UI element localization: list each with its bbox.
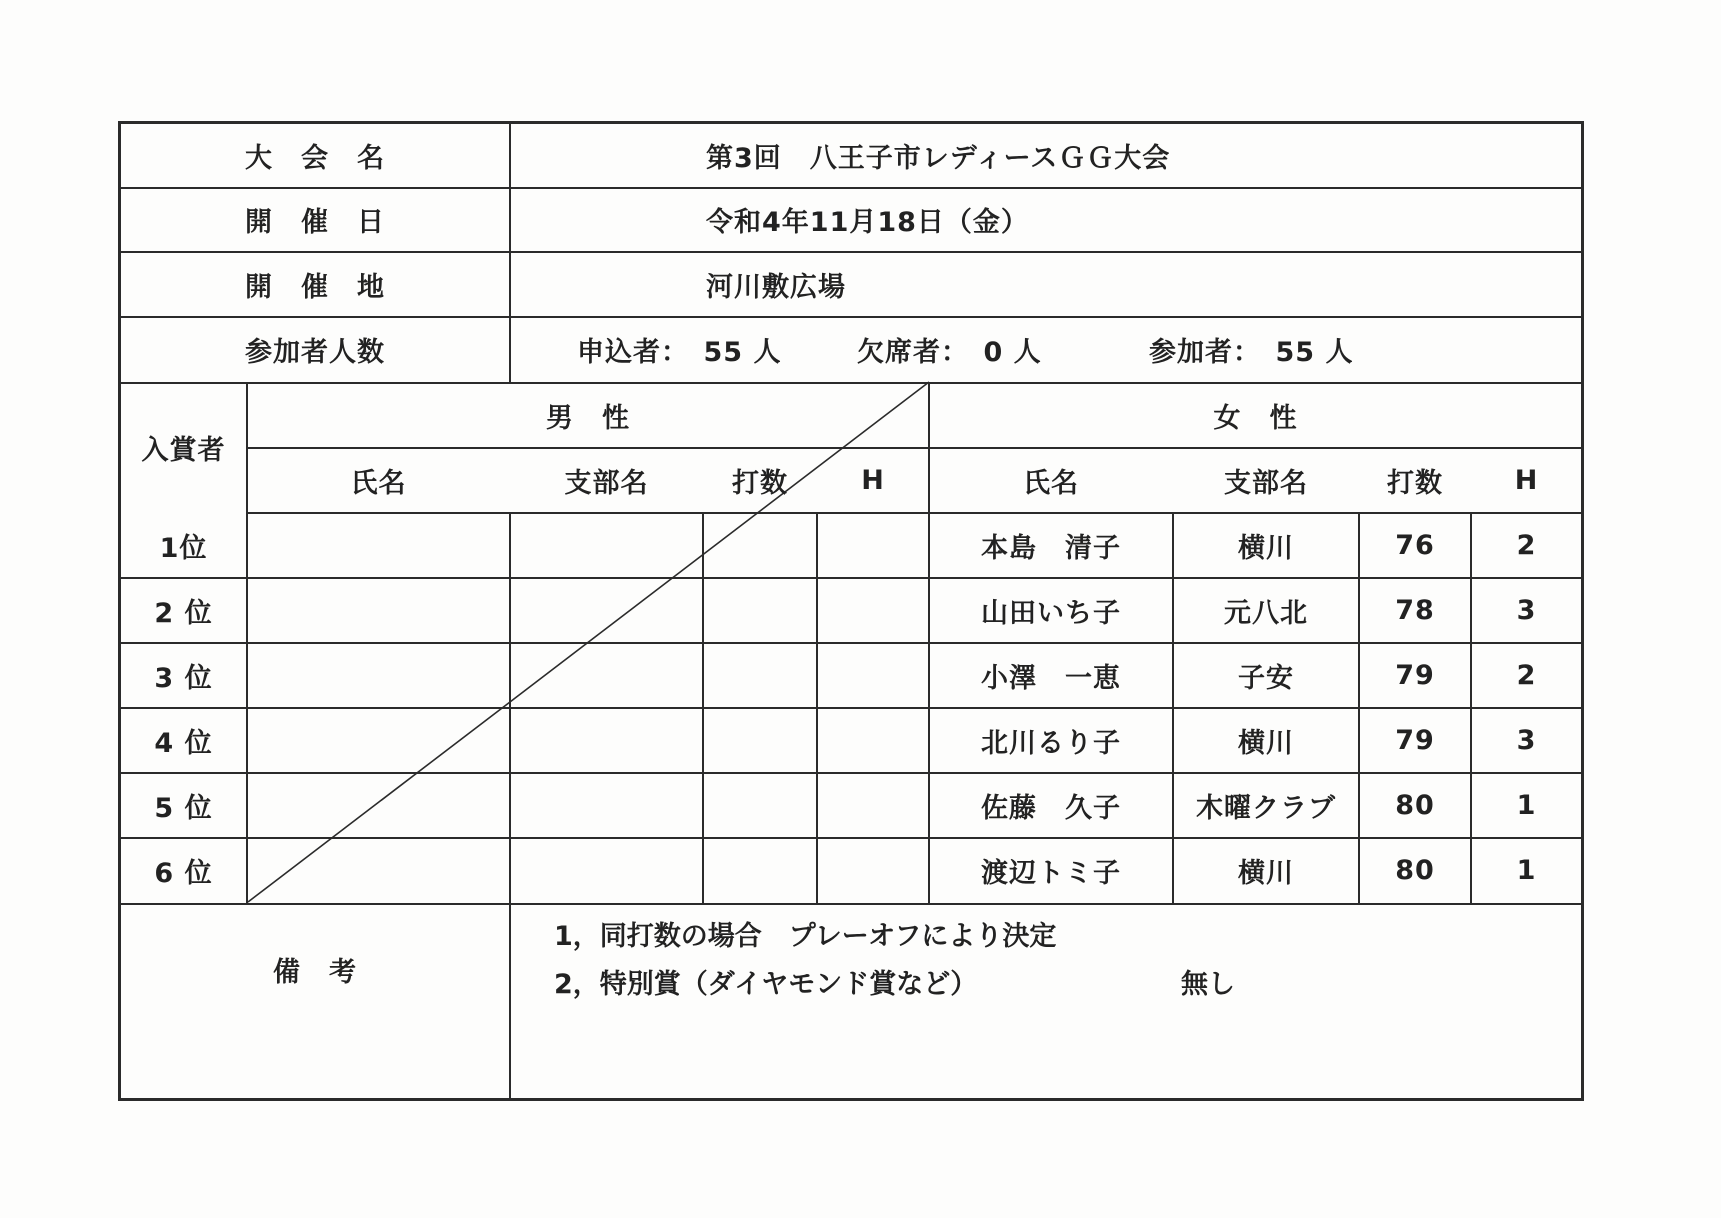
female-winner-strokes: 78 [1395, 594, 1435, 626]
remarks-line-1: 1，同打数の場合 プレーオフにより決定 [554, 921, 1057, 952]
female-winner-name: 小澤 一恵 [981, 662, 1121, 694]
rank-label: 5 位 [154, 792, 213, 824]
female-winner-strokes: 79 [1395, 724, 1435, 756]
female-winner-h: 2 [1516, 529, 1537, 561]
applicants-count: 申込者： 55 人 [577, 337, 782, 368]
female-winner-branch: 横川 [1238, 532, 1294, 564]
female-winner-h: 3 [1516, 724, 1537, 756]
rank-label: 2 位 [154, 597, 213, 629]
date-value: 令和4年11月18日（金） [706, 207, 1029, 238]
female-h-header: H [1514, 464, 1539, 496]
winners-label: 入賞者 [141, 435, 226, 466]
female-winner-name: 本島 清子 [981, 532, 1121, 564]
female-winner-h: 2 [1516, 659, 1537, 691]
date-label: 開 催 日 [245, 207, 385, 238]
results-sheet [118, 121, 1584, 1101]
female-winner-branch: 子安 [1238, 662, 1294, 694]
male-branch-header: 支部名 [564, 467, 649, 499]
female-winner-name: 佐藤 久子 [981, 792, 1121, 824]
female-winner-branch: 木曜クラブ [1196, 792, 1336, 824]
female-winner-name: 山田いち子 [981, 597, 1121, 629]
female-winner-strokes: 76 [1395, 529, 1435, 561]
female-section-label: 女 性 [1213, 402, 1298, 434]
rank-label: 1位 [159, 532, 208, 564]
female-winner-h: 3 [1516, 594, 1537, 626]
male-h-header: H [861, 464, 885, 496]
female-winner-branch: 横川 [1238, 858, 1294, 889]
absentees-count: 欠席者： 0 人 [857, 337, 1042, 368]
remarks-label: 備 考 [273, 956, 357, 988]
female-winner-branch: 元八北 [1224, 597, 1308, 629]
female-winner-strokes: 80 [1395, 789, 1435, 821]
participants-label: 参加者人数 [245, 337, 385, 368]
remarks-line-2: 2，特別賞（ダイヤモンド賞など） [554, 969, 978, 1000]
male-name-header: 氏名 [350, 467, 407, 499]
event-name-label: 大 会 名 [245, 143, 385, 174]
female-winner-h: 1 [1516, 789, 1537, 821]
female-winner-h: 1 [1516, 855, 1537, 886]
venue-value: 河川敷広場 [706, 271, 846, 303]
female-name-header: 氏名 [1023, 467, 1079, 499]
special-award-value: 無し [1181, 969, 1235, 1000]
female-winner-name: 北川るり子 [981, 727, 1121, 759]
male-strokes-header: 打数 [732, 467, 788, 499]
female-winner-branch: 横川 [1238, 727, 1294, 759]
rank-label: 3 位 [154, 662, 213, 694]
event-name-value: 第3回 八王子市レディースＧＧ大会 [706, 143, 1171, 174]
rank-label: 6 位 [154, 858, 213, 889]
male-section-label: 男 性 [546, 402, 630, 434]
venue-label: 開 催 地 [245, 271, 385, 303]
female-winner-strokes: 80 [1395, 855, 1435, 886]
female-winner-name: 渡辺トミ子 [981, 858, 1121, 889]
female-strokes-header: 打数 [1387, 467, 1443, 499]
female-branch-header: 支部名 [1224, 467, 1308, 499]
rank-label: 4 位 [154, 727, 213, 759]
attendees-count: 参加者： 55 人 [1149, 337, 1354, 368]
female-winner-strokes: 79 [1395, 659, 1435, 691]
